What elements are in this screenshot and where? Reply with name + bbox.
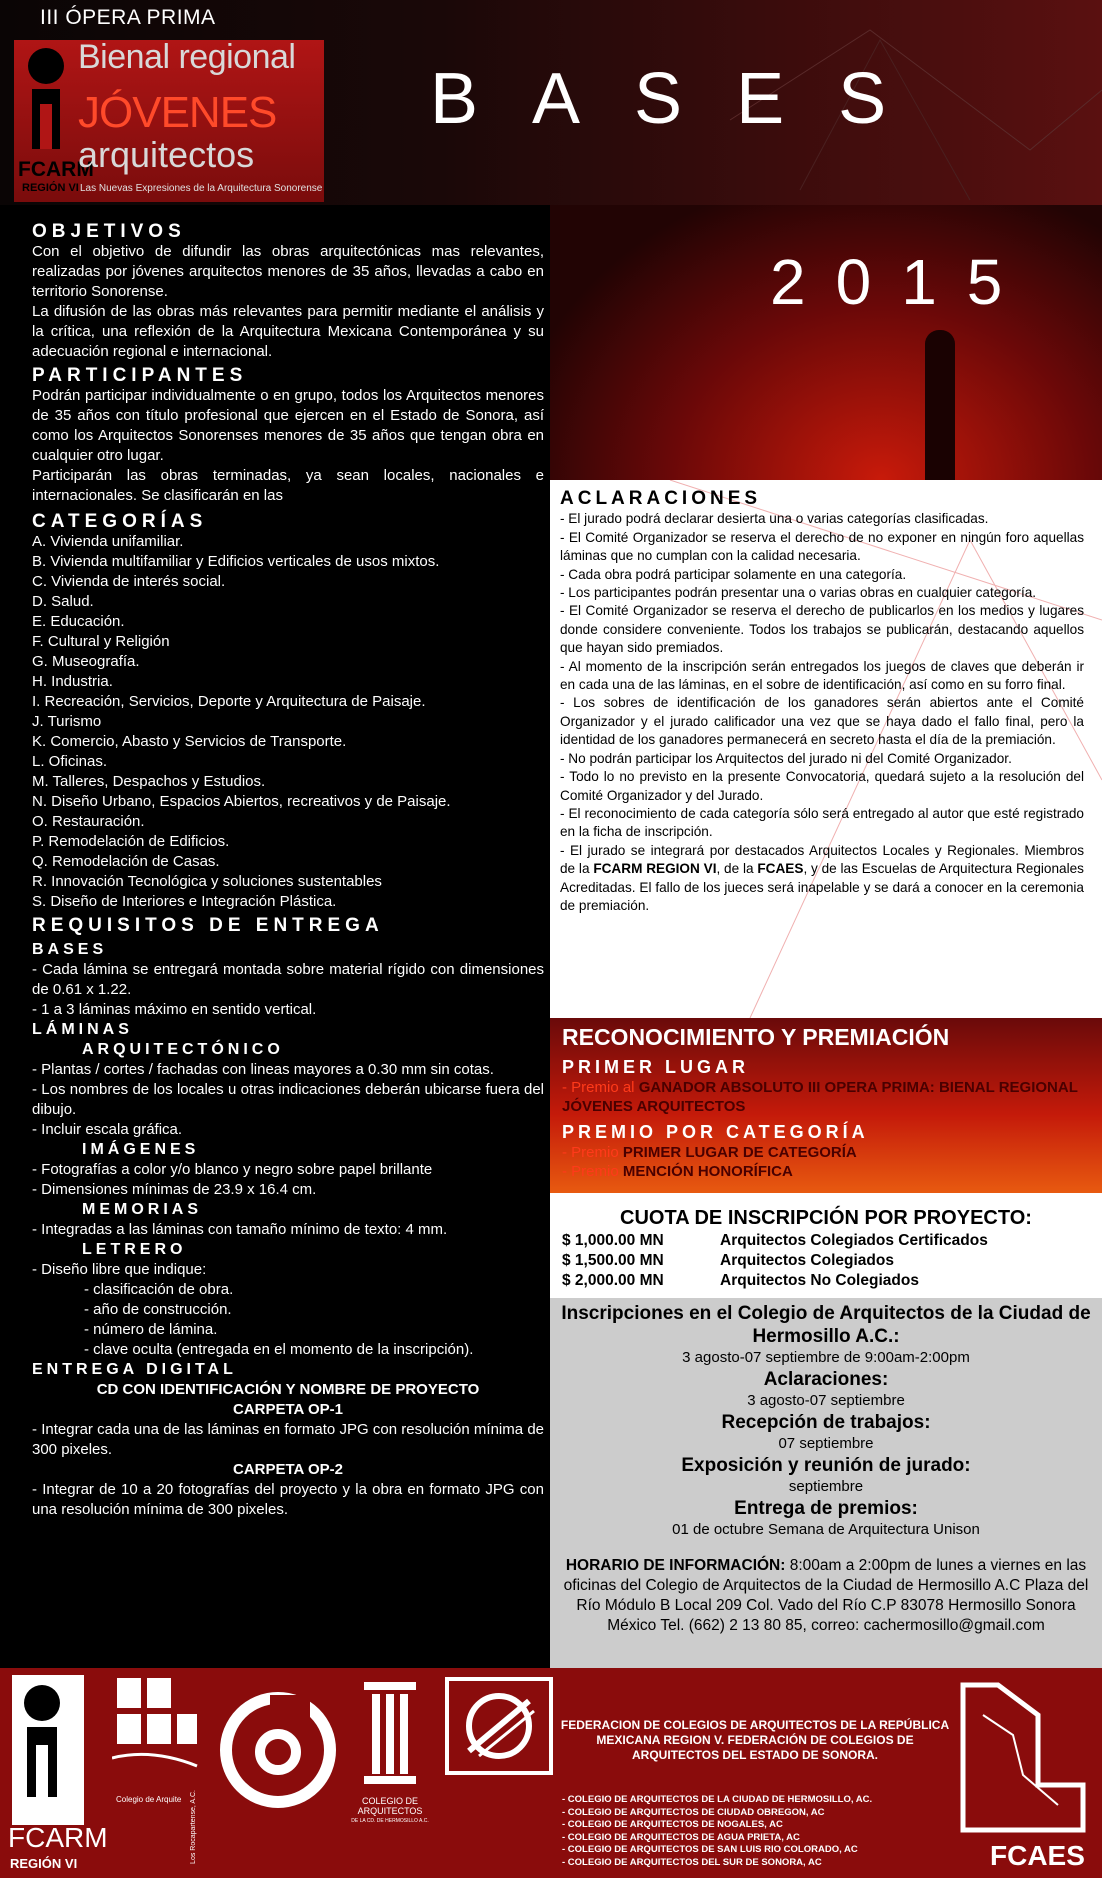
left-column bbox=[32, 220, 544, 1520]
premio-categoria-title: PREMIO POR CATEGORÍA bbox=[562, 1122, 869, 1142]
list-item: R. Innovación Tecnológica y soluciones sustentables bbox=[32, 873, 382, 890]
participantes-p2: Participarán las obras terminadas, ya sean locales, nacionales e internacionales. Se clasificarán en las bbox=[32, 467, 544, 504]
fcarm-label: FCARM bbox=[18, 158, 94, 181]
list-item: - El Comité Organizador se reserva el derecho de no exponer en ningún foro aquellas láminas que no cumplan con la calidad necesaria. bbox=[560, 529, 1084, 564]
list-item: N. Diseño Urbano, Espacios Abiertos, recreativos y de Paisaje. bbox=[32, 793, 451, 810]
list-item: - Los sobres de identificación de los ganadores serán abiertos ante el Comité Organizador y el jurado calificador una vez que se haya dado el fallo final, pero la identidad de los ganadores permanecerá en secreto hasta el día de la premiación. bbox=[560, 695, 1084, 748]
colegio-logo-icon bbox=[112, 1678, 202, 1788]
list-item: - No podrán participar los Arquitectos del jurado ni del Comité Organizador. bbox=[560, 750, 1012, 766]
horario-text: HORARIO DE INFORMACIÓN: 8:00am a 2:00pm de lunes a viernes en las oficinas del Colegio de Arquitectos de la Ciudad de Hermosillo A.C Plaza del Río Módulo B Local 209 Col. Vado del Río C.P 83078 Hermosillo Sonora México Tel. (662) 2 13 80 85, correo: cachermosillo@gmail.com bbox=[563, 1557, 1089, 1634]
list-item: - Cada obra podrá participar solamente en una categoría. bbox=[560, 566, 907, 582]
premio-categoria-1: - Premio PRIMER LUGAR DE CATEGORÍA bbox=[562, 1144, 857, 1161]
table-row: $ 1,500.00 MN Arquitectos Colegiados bbox=[562, 1252, 894, 1269]
reconocimiento-title: RECONOCIMIENTO Y PREMIACIÓN bbox=[562, 1024, 950, 1050]
list-item: - clasificación de obra. bbox=[84, 1281, 234, 1298]
colegio-hermosillo-label: COLEGIO DE ARQUITECTOS bbox=[357, 1796, 423, 1816]
list-item: - El Comité Organizador se reserva el derecho de publicarlos en los medios y lugares donde considere conveniente. Todos los trabajos se publicarán, destacando aquellos que hayan sido premiados. bbox=[560, 603, 1084, 656]
bases-item-1: - Cada lámina se entregará montada sobre material rígido con dimensiones de 0.61 x 1.22. bbox=[32, 961, 544, 998]
inscripciones-dates: 3 agosto-07 septiembre de 9:00am-2:00pm bbox=[682, 1349, 970, 1366]
participantes-p1: Podrán participar individualmente o en grupo, todos los Arquitectos menores de 35 años con título profesional que ejercen en el Estado de Sonora, así como los Arquitectos Sonorenses menores de 35 años que tengan obra en cualquier otro lugar. bbox=[32, 387, 544, 464]
list-item: S. Diseño de Interiores e Integración Plástica. bbox=[32, 893, 337, 910]
list-item: - COLEGIO DE ARQUITECTOS DE SAN LUIS RIO COLORADO, AC bbox=[562, 1844, 858, 1855]
list-item: C. Vivienda de interés social. bbox=[32, 573, 226, 590]
inscripciones-heading: Inscripciones en el Colegio de Arquitectos de la Ciudad de Hermosillo A.C.: bbox=[561, 1303, 1091, 1347]
list-item: I. Recreación, Servicios, Deporte y Arquitectura de Paisaje. bbox=[32, 693, 426, 710]
op2-text: - Integrar de 10 a 20 fotografías del proyecto y la obra en formato JPG con una resolución mínima de 300 pixeles. bbox=[32, 1481, 544, 1518]
list-item: - COLEGIO DE ARQUITECTOS DE CIUDAD OBREGON, AC bbox=[562, 1806, 825, 1818]
list-item: F. Cultural y Religión bbox=[32, 633, 170, 650]
imagenes-subtitle: IMÁGENES bbox=[82, 1141, 200, 1158]
list-item: - COLEGIO DE ARQUITECTOS DEL SUR DE SONORA, AC bbox=[562, 1856, 822, 1868]
list-item: - El jurado se integrará por destacados Arquitectos Locales y Regionales. Miembros de la FCARM REGION VI, de la FCAES, y de las Escuelas de Arquitectura Regionales Acreditadas. El fallo de los jueces será inapelable y se dará a conocer en la ceremonia de premiación. bbox=[560, 842, 1084, 913]
arroba-logo-icon bbox=[218, 1690, 338, 1810]
aclaraciones-heading: Aclaraciones: bbox=[763, 1369, 889, 1390]
arq-item-3: - Incluir escala gráfica. bbox=[32, 1121, 183, 1138]
list-item: E. Educación. bbox=[32, 613, 125, 630]
list-item: - COLEGIO DE ARQUITECTOS DE NOGALES, AC bbox=[562, 1819, 783, 1830]
bienal-title-1: Bienal regional bbox=[78, 38, 296, 76]
list-item: - clave oculta (entregada en el momento de la inscripción). bbox=[84, 1341, 474, 1358]
participantes-title: PARTICIPANTES bbox=[32, 365, 248, 386]
list-item: - El jurado podrá declarar desierta una o varias categorías clasificadas. bbox=[560, 511, 989, 527]
op1-text: - Integrar cada una de las láminas en formato JPG con resolución mínima de 300 pixeles. bbox=[32, 1421, 544, 1458]
letrero-subtitle: LETRERO bbox=[82, 1241, 187, 1258]
list-item: L. Oficinas. bbox=[32, 753, 108, 770]
objetivos-title: OBJETIVOS bbox=[32, 221, 186, 242]
list-item: - número de lámina. bbox=[84, 1321, 218, 1338]
arquitectonico-subtitle: ARQUITECTÓNICO bbox=[82, 1041, 284, 1058]
arq-item-1: - Plantas / cortes / fachadas con lineas mayores a 0.30 mm sin cotas. bbox=[32, 1061, 494, 1078]
list-item: K. Comercio, Abasto y Servicios de Transporte. bbox=[32, 733, 347, 750]
table-row: $ 2,000.00 MN Arquitectos No Colegiados bbox=[562, 1272, 919, 1289]
table-row: $ 1,000.00 MN Arquitectos Colegiados Certificados bbox=[562, 1232, 988, 1249]
colegio-side-label: Los Rocapartense, A.C. bbox=[190, 1790, 197, 1864]
edition-label: III ÓPERA PRIMA bbox=[40, 6, 216, 29]
bienal-tagline: Las Nuevas Expresiones de la Arquitectura Sonorense bbox=[80, 183, 323, 194]
colegio-label: Colegio de Arquite bbox=[116, 1795, 182, 1804]
list-item: H. Industria. bbox=[32, 673, 113, 690]
list-item: P. Remodelación de Edificios. bbox=[32, 833, 230, 850]
list-item: - Todo lo no previsto en la presente Convocatoria, quedará sujeto a la resolución del Comité Organizador y del Jurado. bbox=[560, 769, 1084, 803]
cd-label: CD CON IDENTIFICACIÓN Y NOMBRE DE PROYECTO bbox=[96, 1381, 480, 1398]
memorias-subtitle: MEMORIAS bbox=[82, 1201, 202, 1218]
arq-item-2: - Los nombres de los locales u otras indicaciones deberán ubicarse fuera del dibujo. bbox=[32, 1081, 544, 1118]
cactus-silhouette bbox=[925, 330, 955, 480]
laminas-subtitle: LÁMINAS bbox=[32, 1021, 133, 1038]
recepcion-heading: Recepción de trabajos: bbox=[721, 1412, 931, 1433]
entrega-date: 01 de octubre Semana de Arquitectura Unison bbox=[672, 1521, 980, 1538]
cuota-title: CUOTA DE INSCRIPCIÓN POR PROYECTO: bbox=[620, 1207, 1032, 1229]
list-item: - COLEGIO DE ARQUITECTOS DE AGUA PRIETA, AC bbox=[562, 1831, 800, 1843]
objetivos-p2: La difusión de las obras más relevantes para permitir mediante el análisis y la crítica, una reflexión de la Arquitectura Mexicana Contemporánea y su adecuación regional e internacional. bbox=[32, 303, 544, 360]
recepcion-date: 07 septiembre bbox=[778, 1435, 874, 1452]
list-item: J. Turismo bbox=[32, 713, 102, 730]
page-title: BASES bbox=[430, 59, 941, 139]
requisitos-title: REQUISITOS DE ENTREGA bbox=[32, 915, 384, 936]
aclaraciones-panel bbox=[550, 480, 1102, 1018]
list-item: - COLEGIO DE ARQUITECTOS DE LA CIUDAD DE HERMOSILLO, AC. bbox=[562, 1794, 873, 1805]
list-item: - año de construcción. bbox=[84, 1301, 232, 1318]
list-item: - Al momento de la inscripción serán entregados los juegos de claves que deberán ir en cada una de las láminas, en el sobre de identificación, así como en su forro final. bbox=[560, 658, 1084, 693]
footer-fcarm-label: FCARM bbox=[8, 1822, 108, 1853]
footer-region-label: REGIÓN VI bbox=[10, 1856, 78, 1871]
federacion-text: FEDERACION DE COLEGIOS DE ARQUITECTOS DE LA REPÚBLICA MEXICANA REGION V. FEDERACIÓN DE COLEGIOS DE ARQUITECTOS DEL ESTADO DE SONORA. bbox=[560, 1718, 950, 1762]
list-item: M. Talleres, Despachos y Estudios. bbox=[32, 773, 266, 790]
list-item: B. Vivienda multifamiliar y Edificios verticales de usos mixtos. bbox=[32, 553, 440, 570]
exposicion-heading: Exposición y reunión de jurado: bbox=[681, 1455, 971, 1476]
column-logo-icon bbox=[360, 1678, 420, 1788]
premio-categoria-2: - Premio MENCIÓN HONORÍFICA bbox=[562, 1163, 793, 1180]
reconocimiento-panel bbox=[550, 1018, 1102, 1193]
op2-label: CARPETA OP-2 bbox=[232, 1461, 343, 1478]
aclaraciones-dates: 3 agosto-07 septiembre bbox=[747, 1392, 905, 1409]
exposicion-date: septiembre bbox=[788, 1478, 864, 1495]
fcarm-v-logo-icon bbox=[444, 1676, 554, 1776]
let-item-1: - Diseño libre que indique: bbox=[32, 1261, 207, 1278]
categorias-list bbox=[32, 532, 544, 912]
region-label: REGIÓN VI bbox=[22, 182, 79, 194]
img-item-2: - Dimensiones mínimas de 23.9 x 16.4 cm. bbox=[32, 1181, 317, 1198]
list-item: Q. Remodelación de Casas. bbox=[32, 853, 220, 870]
list-item: A. Vivienda unifamiliar. bbox=[32, 533, 184, 550]
bienal-title-2: JÓVENES bbox=[78, 88, 277, 137]
entrega-digital-subtitle: ENTREGA DIGITAL bbox=[32, 1361, 237, 1378]
categorias-title: CATEGORÍAS bbox=[32, 511, 208, 532]
mem-item-1: - Integradas a las láminas con tamaño mínimo de texto: 4 mm. bbox=[32, 1221, 448, 1238]
primer-lugar-text: - Premio al GANADOR ABSOLUTO III OPERA PRIMA: BIENAL REGIONAL JÓVENES ARQUITECTOS bbox=[562, 1079, 1078, 1115]
fcaes-logo-icon bbox=[958, 1675, 1088, 1835]
bienal-title-3: arquitectos bbox=[78, 134, 255, 175]
colegios-list bbox=[562, 1794, 962, 1869]
entrega-heading: Entrega de premios: bbox=[734, 1498, 918, 1519]
bases-item-2: - 1 a 3 láminas máximo en sentido vertical. bbox=[32, 1001, 317, 1018]
cuota-panel bbox=[550, 1193, 1102, 1298]
list-item: G. Museografía. bbox=[32, 653, 140, 670]
bases-subtitle: BASES bbox=[32, 941, 108, 958]
year-label: 2015 bbox=[770, 246, 1033, 318]
img-item-1: - Fotografías a color y/o blanco y negro sobre papel brillante bbox=[32, 1161, 433, 1178]
op1-label: CARPETA OP-1 bbox=[232, 1401, 343, 1418]
list-item: D. Salud. bbox=[32, 593, 94, 610]
fcaes-label: FCAES bbox=[990, 1840, 1085, 1871]
objetivos-p1: Con el objetivo de difundir las obras arquitectónicas mas relevantes, realizadas por jóvenes arquitectos menores de 35 años, llevadas a cabo en territorio Sonorense. bbox=[32, 243, 544, 300]
colegio-hermosillo-sub: DE LA CD. DE HERMOSILLO A.C. bbox=[351, 1818, 429, 1824]
list-item: - Los participantes podrán presentar una o varias obras en cualquier categoría. bbox=[560, 585, 1037, 601]
inscripciones-panel bbox=[550, 1298, 1102, 1668]
list-item: - El reconocimiento de cada categoría sólo será entregado al autor que esté registrado en la ficha de inscripción. bbox=[560, 805, 1084, 840]
list-item: O. Restauración. bbox=[32, 813, 145, 830]
primer-lugar-title: PRIMER LUGAR bbox=[562, 1057, 749, 1077]
aclaraciones-title: ACLARACIONES bbox=[560, 488, 762, 509]
